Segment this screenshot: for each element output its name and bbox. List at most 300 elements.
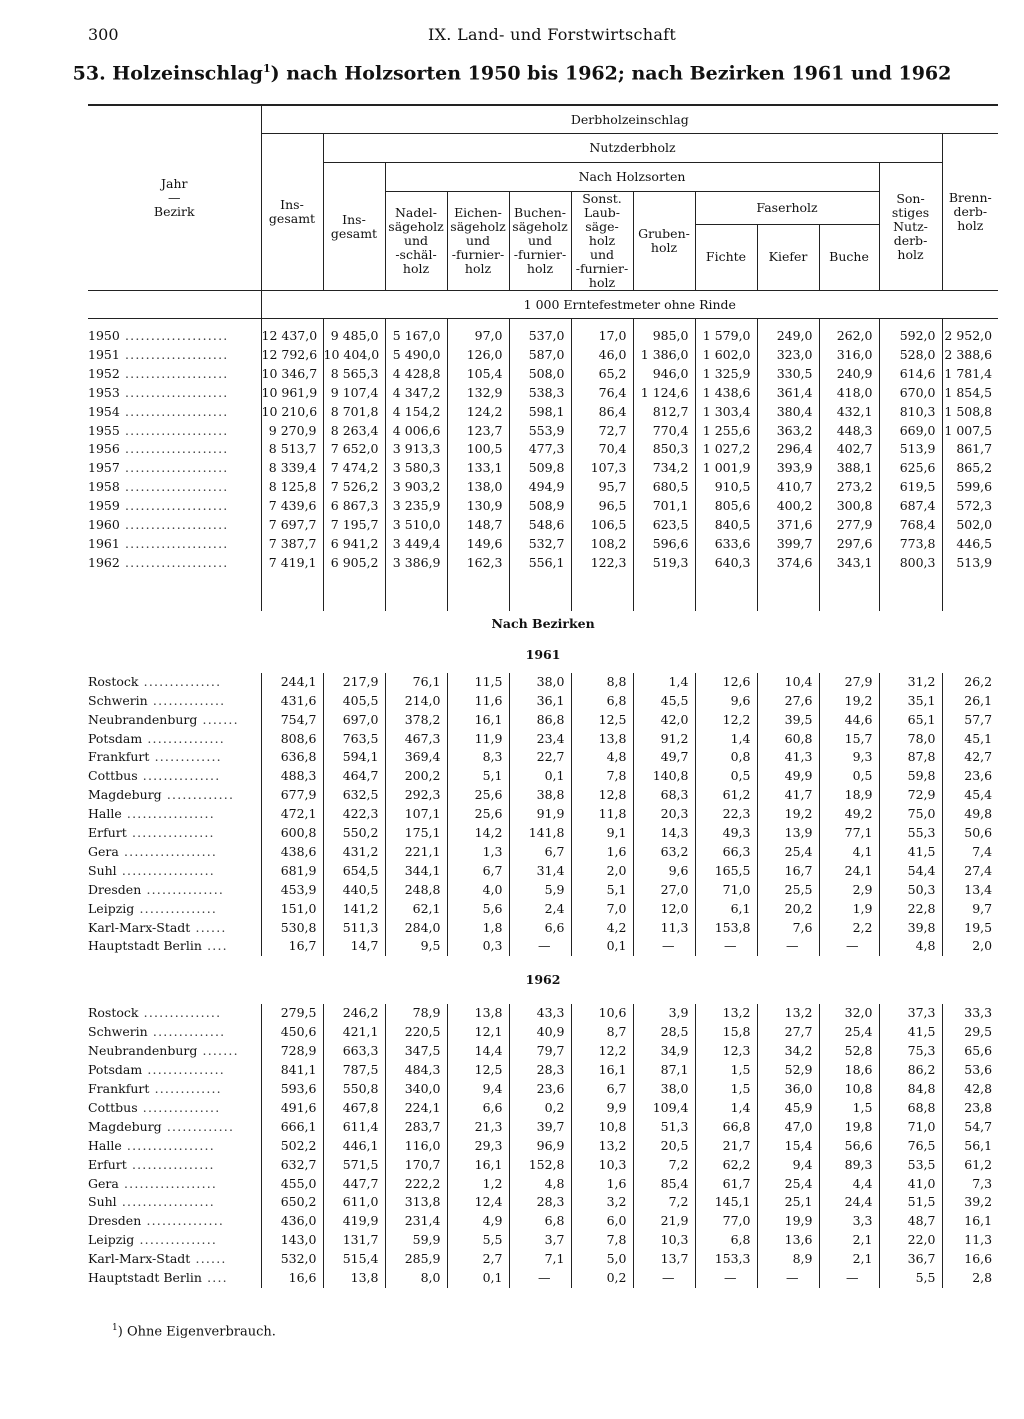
cell: 100,5 — [447, 440, 509, 459]
header-sonst-laub: Sonst. Laub- säge- holz und -furnier- holz — [571, 192, 633, 291]
cell: 12,2 — [695, 711, 757, 730]
table-row — [88, 1118, 998, 1137]
cell: 418,0 — [819, 384, 879, 403]
cell: 6,7 — [571, 1080, 633, 1099]
cell: 44,6 — [819, 711, 879, 730]
cell: 51,3 — [633, 1118, 695, 1137]
cell: 484,3 — [385, 1061, 447, 1080]
cell: 9,6 — [633, 862, 695, 881]
cell: 680,5 — [633, 478, 695, 497]
cell: 363,2 — [757, 422, 819, 441]
cell: 464,7 — [323, 767, 385, 786]
cell: 20,3 — [633, 805, 695, 824]
cell: 23,6 — [942, 767, 998, 786]
cell: 76,5 — [879, 1137, 942, 1156]
cell: 97,0 — [447, 327, 509, 346]
cell: 28,3 — [509, 1193, 571, 1212]
leader-dots: ....... — [197, 711, 239, 727]
cell: 1,3 — [447, 843, 509, 862]
row-label-text: 1951 — [88, 346, 120, 362]
cell: 7,0 — [571, 900, 633, 919]
cell: 16,1 — [447, 711, 509, 730]
leader-dots: .................... — [119, 479, 229, 495]
cell: 49,2 — [819, 805, 879, 824]
leader-dots: .................... — [119, 460, 229, 476]
cell: 6,8 — [571, 692, 633, 711]
cell: 12,8 — [571, 786, 633, 805]
cell: 8,9 — [757, 1250, 819, 1269]
cell: 152,8 — [509, 1156, 571, 1175]
cell: 3 903,2 — [385, 478, 447, 497]
cell: 467,8 — [323, 1099, 385, 1118]
row-label — [88, 1193, 261, 1212]
cell: 910,5 — [695, 478, 757, 497]
cell: 380,4 — [757, 403, 819, 422]
cell: 59,8 — [879, 767, 942, 786]
leader-dots: .... — [201, 938, 228, 954]
cell: 9,6 — [695, 692, 757, 711]
cell: 347,5 — [385, 1042, 447, 1061]
cell: 553,9 — [509, 422, 571, 441]
cell: 491,6 — [261, 1099, 323, 1118]
cell: 31,4 — [509, 862, 571, 881]
cell: 7,2 — [633, 1156, 695, 1175]
cell: 467,3 — [385, 730, 447, 749]
cell: 13,4 — [942, 881, 998, 900]
cell: 1,2 — [447, 1175, 509, 1194]
leader-dots: .................... — [119, 517, 229, 533]
cell: 3 913,3 — [385, 440, 447, 459]
header-grubenholz: Gruben- holz — [633, 192, 695, 291]
table-row — [88, 843, 998, 862]
cell: 148,7 — [447, 516, 509, 535]
row-label-text: Frankfurt — [88, 749, 150, 765]
cell: 0,1 — [447, 1269, 509, 1288]
cell: 6,8 — [509, 1212, 571, 1231]
cell: 2,4 — [509, 900, 571, 919]
cell: 2,0 — [942, 937, 998, 956]
cell: 787,5 — [323, 1061, 385, 1080]
cell: 10 961,9 — [261, 384, 323, 403]
row-label-text: 1956 — [88, 441, 120, 457]
cell: 7 526,2 — [323, 478, 385, 497]
row-label-text: Suhl — [88, 1194, 117, 1210]
row-label — [88, 1004, 261, 1023]
cell: 123,7 — [447, 422, 509, 441]
cell: 636,8 — [261, 748, 323, 767]
section-1962-row — [88, 956, 998, 1004]
cell: 12,1 — [447, 1023, 509, 1042]
section-1961: 1961 — [525, 646, 561, 662]
cell: 5,1 — [447, 767, 509, 786]
cell: 9,5 — [385, 937, 447, 956]
cell: 556,1 — [509, 554, 571, 573]
cell: 25,4 — [819, 1023, 879, 1042]
cell: 519,3 — [633, 554, 695, 573]
cell: 10,8 — [819, 1080, 879, 1099]
cell: 10,4 — [757, 673, 819, 692]
cell: 13,8 — [571, 730, 633, 749]
cell: 39,5 — [757, 711, 819, 730]
row-label — [88, 1118, 261, 1137]
cell: 488,3 — [261, 767, 323, 786]
cell: 65,1 — [879, 711, 942, 730]
cell: 1,5 — [819, 1099, 879, 1118]
cell: 10 404,0 — [323, 346, 385, 365]
cell: 70,4 — [571, 440, 633, 459]
cell: 985,0 — [633, 327, 695, 346]
table-body — [88, 319, 998, 1288]
row-label-text: Dresden — [88, 881, 142, 897]
cell: 316,0 — [819, 346, 879, 365]
cell: 246,2 — [323, 1004, 385, 1023]
cell: 6,1 — [695, 900, 757, 919]
cell: 0,3 — [447, 937, 509, 956]
row-label — [88, 1061, 261, 1080]
cell: 7,1 — [509, 1250, 571, 1269]
cell: 25,6 — [447, 805, 509, 824]
cell: 108,2 — [571, 535, 633, 554]
header-jahr: Jahr — [161, 176, 188, 191]
row-label-text: Magdeburg — [88, 787, 162, 803]
table-row — [88, 730, 998, 749]
cell: 12,6 — [695, 673, 757, 692]
cell: 1 124,6 — [633, 384, 695, 403]
cell: 340,0 — [385, 1080, 447, 1099]
cell: 5 490,0 — [385, 346, 447, 365]
cell: 865,2 — [942, 459, 998, 478]
cell: 78,0 — [879, 730, 942, 749]
row-label — [88, 711, 261, 730]
cell: 436,0 — [261, 1212, 323, 1231]
cell: 12,4 — [447, 1193, 509, 1212]
row-label — [88, 900, 261, 919]
row-label — [88, 478, 261, 497]
cell: 431,6 — [261, 692, 323, 711]
leader-dots: .............. — [147, 692, 226, 708]
cell: 422,3 — [323, 805, 385, 824]
cell: 41,5 — [879, 1023, 942, 1042]
cell: 14,3 — [633, 824, 695, 843]
row-label — [88, 748, 261, 767]
cell: 13,2 — [571, 1137, 633, 1156]
cell: 509,8 — [509, 459, 571, 478]
cell: 1,4 — [695, 1099, 757, 1118]
cell: 343,1 — [819, 554, 879, 573]
header-unit-blank — [88, 291, 261, 319]
row-label — [88, 824, 261, 843]
cell: 149,6 — [447, 535, 509, 554]
cell: 402,7 — [819, 440, 879, 459]
cell: 9,4 — [757, 1156, 819, 1175]
footnote-text: ) Ohne Eigenverbrauch. — [117, 1324, 276, 1340]
cell: 89,3 — [819, 1156, 879, 1175]
cell: 240,9 — [819, 365, 879, 384]
cell: 43,3 — [509, 1004, 571, 1023]
cell: 6 941,2 — [323, 535, 385, 554]
cell: 35,1 — [879, 692, 942, 711]
cell: 85,4 — [633, 1175, 695, 1194]
cell: 16,6 — [942, 1250, 998, 1269]
cell: 8,8 — [571, 673, 633, 692]
cell: 15,4 — [757, 1137, 819, 1156]
row-label — [88, 786, 261, 805]
title-footnote-mark: 1 — [262, 62, 271, 75]
cell: 6,8 — [695, 1231, 757, 1250]
cell: 27,9 — [819, 673, 879, 692]
cell: 96,9 — [509, 1137, 571, 1156]
leader-dots: .................... — [119, 498, 229, 514]
cell: — — [509, 937, 571, 956]
cell: 571,5 — [323, 1156, 385, 1175]
cell: 175,1 — [385, 824, 447, 843]
cell: 515,4 — [323, 1250, 385, 1269]
cell: — — [695, 937, 757, 956]
cell: 8,3 — [447, 748, 509, 767]
cell: 11,9 — [447, 730, 509, 749]
row-label — [88, 554, 261, 573]
cell: 2,9 — [819, 881, 879, 900]
cell: 45,5 — [633, 692, 695, 711]
cell: 393,9 — [757, 459, 819, 478]
cell: 619,5 — [879, 478, 942, 497]
cell: 1,5 — [695, 1061, 757, 1080]
cell: 7 474,2 — [323, 459, 385, 478]
cell: 8 263,4 — [323, 422, 385, 441]
row-label-text: Frankfurt — [88, 1081, 150, 1096]
cell: 25,6 — [447, 786, 509, 805]
cell: 453,9 — [261, 881, 323, 900]
cell: 728,9 — [261, 1042, 323, 1061]
cell: 946,0 — [633, 365, 695, 384]
cell: 1 854,5 — [942, 384, 998, 403]
cell: 378,2 — [385, 711, 447, 730]
cell: 13,8 — [447, 1004, 509, 1023]
cell: 12,0 — [633, 900, 695, 919]
row-label-text: Cottbus — [88, 1099, 138, 1115]
cell: 12,5 — [571, 711, 633, 730]
cell: 670,0 — [879, 384, 942, 403]
cell: 54,4 — [879, 862, 942, 881]
cell: 248,8 — [385, 881, 447, 900]
cell: 109,4 — [633, 1099, 695, 1118]
leader-dots: ............... — [141, 881, 225, 897]
row-label-text: Erfurt — [88, 825, 127, 841]
cell: 49,8 — [942, 805, 998, 824]
cell: 7,3 — [942, 1175, 998, 1194]
cell: 9 485,0 — [323, 327, 385, 346]
row-label — [88, 1099, 261, 1118]
cell: 11,5 — [447, 673, 509, 692]
cell: 284,0 — [385, 919, 447, 938]
table-row — [88, 1156, 998, 1175]
row-label — [88, 1023, 261, 1042]
cell: 511,3 — [323, 919, 385, 938]
cell: 141,8 — [509, 824, 571, 843]
row-label-text: Potsdam — [88, 730, 143, 746]
row-label — [88, 1250, 261, 1269]
cell: 28,3 — [509, 1061, 571, 1080]
cell: 41,3 — [757, 748, 819, 767]
cell: 768,4 — [879, 516, 942, 535]
cell: 131,7 — [323, 1231, 385, 1250]
cell: 20,2 — [757, 900, 819, 919]
cell: 63,2 — [633, 843, 695, 862]
row-label-text: 1954 — [88, 403, 120, 419]
row-label — [88, 692, 261, 711]
cell: 625,6 — [879, 459, 942, 478]
cell: 41,7 — [757, 786, 819, 805]
cell: 38,8 — [509, 786, 571, 805]
cell: 640,3 — [695, 554, 757, 573]
cell: 138,0 — [447, 478, 509, 497]
cell: 19,2 — [819, 692, 879, 711]
leader-dots: ............... — [138, 673, 222, 689]
cell: 244,1 — [261, 673, 323, 692]
cell: 6,7 — [509, 843, 571, 862]
cell: 7,8 — [571, 767, 633, 786]
cell: 22,0 — [879, 1231, 942, 1250]
cell: 45,9 — [757, 1099, 819, 1118]
cell: — — [633, 1269, 695, 1288]
table-row — [88, 711, 998, 730]
cell: 38,0 — [509, 673, 571, 692]
cell: 7 419,1 — [261, 554, 323, 573]
cell: 65,6 — [942, 1042, 998, 1061]
row-label — [88, 422, 261, 441]
cell: 79,7 — [509, 1042, 571, 1061]
cell: 10,6 — [571, 1004, 633, 1023]
table-title — [0, 62, 1024, 84]
cell: 654,5 — [323, 862, 385, 881]
cell: 7 439,6 — [261, 497, 323, 516]
cell: 3,9 — [633, 1004, 695, 1023]
cell: 734,2 — [633, 459, 695, 478]
cell: 21,7 — [695, 1137, 757, 1156]
cell: 49,7 — [633, 748, 695, 767]
row-label-text: 1958 — [88, 479, 120, 495]
leader-dots: ............. — [149, 749, 222, 765]
cell: 374,6 — [757, 554, 819, 573]
cell: 200,2 — [385, 767, 447, 786]
leader-dots: .................. — [118, 1175, 218, 1191]
cell: 27,0 — [633, 881, 695, 900]
cell: 145,1 — [695, 1193, 757, 1212]
table-row — [88, 346, 998, 365]
cell: 550,2 — [323, 824, 385, 843]
cell: 4 006,6 — [385, 422, 447, 441]
cell: 151,0 — [261, 900, 323, 919]
row-label-text: Cottbus — [88, 768, 138, 784]
cell: 8 125,8 — [261, 478, 323, 497]
section-1962: 1962 — [525, 972, 561, 988]
cell: 6 905,2 — [323, 554, 385, 573]
cell: 623,5 — [633, 516, 695, 535]
cell: 9,1 — [571, 824, 633, 843]
cell: 2 388,6 — [942, 346, 998, 365]
row-label-text: Leipzig — [88, 1232, 135, 1248]
header-nutzderbholz: Nutzderbholz — [323, 134, 942, 163]
cell: 292,3 — [385, 786, 447, 805]
cell: 5,5 — [447, 1231, 509, 1250]
row-label — [88, 919, 261, 938]
cell: 277,9 — [819, 516, 879, 535]
cell: 45,4 — [942, 786, 998, 805]
cell: 10,3 — [571, 1156, 633, 1175]
leader-dots: ............. — [161, 1118, 235, 1134]
cell: 850,3 — [633, 440, 695, 459]
footnote — [112, 1323, 276, 1339]
row-label-text: Potsdam — [88, 1062, 143, 1078]
cell: 18,6 — [819, 1061, 879, 1080]
row-label — [88, 327, 261, 346]
cell: 77,1 — [819, 824, 879, 843]
cell: 6 867,3 — [323, 497, 385, 516]
cell: 95,7 — [571, 478, 633, 497]
cell: 72,7 — [571, 422, 633, 441]
cell: 29,5 — [942, 1023, 998, 1042]
cell: 5,1 — [571, 881, 633, 900]
cell: 27,6 — [757, 692, 819, 711]
cell: 0,2 — [509, 1099, 571, 1118]
cell: 0,5 — [819, 767, 879, 786]
header-dash: — — [168, 190, 181, 205]
leader-dots: ............... — [142, 730, 225, 746]
cell: 587,0 — [509, 346, 571, 365]
cell: 214,0 — [385, 692, 447, 711]
cell: 6,6 — [509, 919, 571, 938]
cell: 611,4 — [323, 1118, 385, 1137]
cell: 399,7 — [757, 535, 819, 554]
leader-dots: .... — [201, 1270, 228, 1286]
cell: 262,0 — [819, 327, 879, 346]
cell: 0,8 — [695, 748, 757, 767]
cell: 170,7 — [385, 1156, 447, 1175]
cell: 49,3 — [695, 824, 757, 843]
spacer-row — [88, 319, 998, 328]
cell: 7,6 — [757, 919, 819, 938]
row-label-text: Schwerin — [88, 1024, 148, 1040]
cell: 273,2 — [819, 478, 879, 497]
cell: 431,2 — [323, 843, 385, 862]
cell: 78,9 — [385, 1004, 447, 1023]
cell: 550,8 — [323, 1080, 385, 1099]
cell: 106,5 — [571, 516, 633, 535]
cell: 23,8 — [942, 1099, 998, 1118]
table-row — [88, 692, 998, 711]
table-row — [88, 786, 998, 805]
cell: 614,6 — [879, 365, 942, 384]
footnote-mark: 1 — [112, 1323, 118, 1333]
cell: 513,9 — [879, 440, 942, 459]
cell: 91,9 — [509, 805, 571, 824]
row-label-text: Schwerin — [88, 692, 148, 708]
cell: 632,7 — [261, 1156, 323, 1175]
cell: 42,8 — [942, 1080, 998, 1099]
cell: 12 437,0 — [261, 327, 323, 346]
row-label — [88, 1231, 261, 1250]
cell: 538,3 — [509, 384, 571, 403]
cell: 18,9 — [819, 786, 879, 805]
cell: 68,3 — [633, 786, 695, 805]
cell: 16,7 — [261, 937, 323, 956]
leader-dots: ...... — [190, 919, 227, 935]
row-label — [88, 843, 261, 862]
cell: 53,5 — [879, 1156, 942, 1175]
cell: 4,8 — [571, 748, 633, 767]
cell: 455,0 — [261, 1175, 323, 1194]
cell: 283,7 — [385, 1118, 447, 1137]
